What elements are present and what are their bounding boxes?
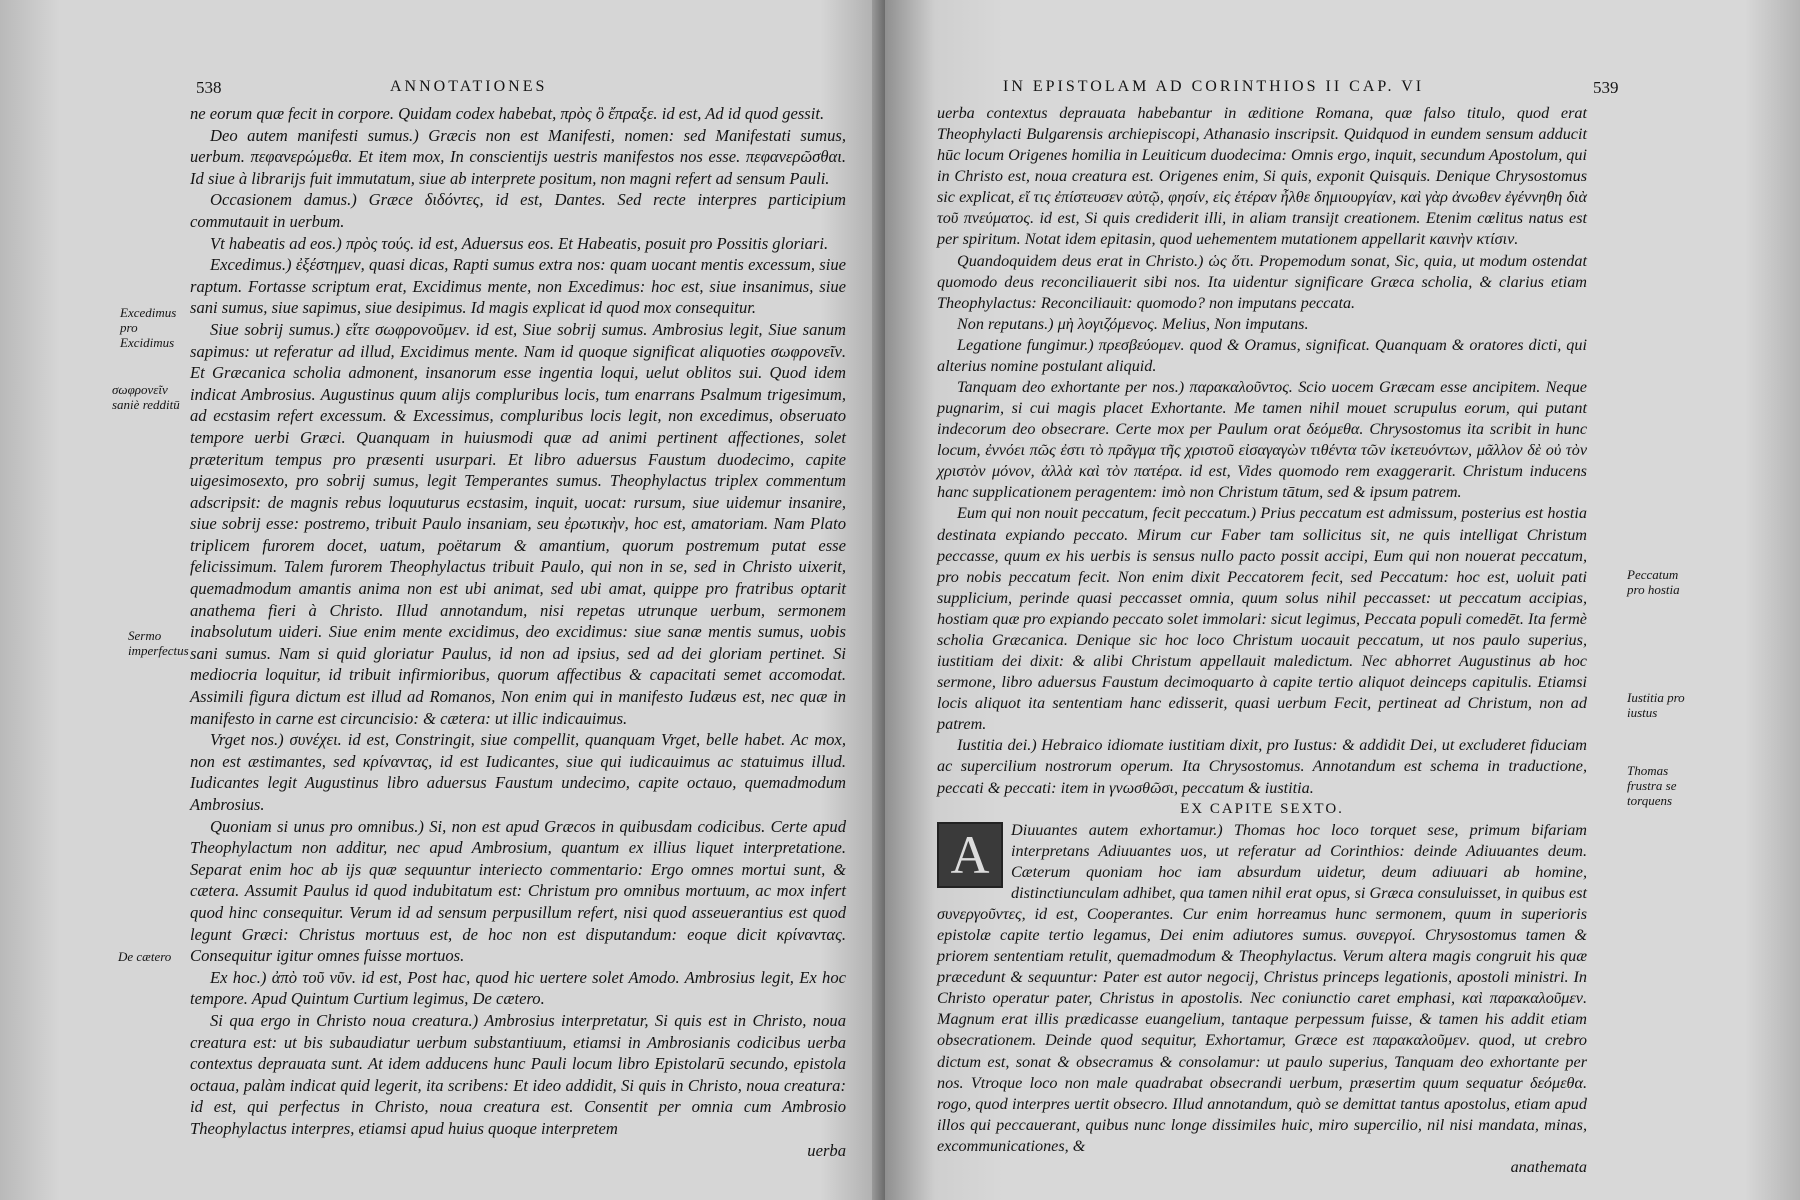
drop-cap-initial (937, 822, 1003, 888)
margin-note-de-caetero: De cætero (118, 949, 172, 964)
margin-note-sermo: Sermo imperfectus (128, 628, 189, 658)
paragraph: Vt habeatis ad eos.) πρὸς τούς. id est, Aduersus eos. Et Habeatis, posuit pro Possitis gloriari. (210, 233, 829, 253)
right-page (885, 0, 1800, 1200)
left-folio: 538 (196, 78, 222, 97)
margin-note-thomas: Thomas frustra se torquens (1627, 763, 1677, 808)
margin-note-peccatum: Peccatum pro hostia (1627, 567, 1680, 597)
paragraph: Quoniam si unus pro omnibus.) Si, non est apud Græcos in quibusdam codicibus. Certe apud Theophylactum non additur, nec apud Ambrosium, quantum ex illius liquet interpretatione. Separat enim hoc ab ijs quæ sequuntur interiecto commentario: Ergo omnes mortui sunt, & cætera. Assumit Paulus id quod indubitatum est: Christum pro omnibus mortuum, ac mox infert quod hinc consequitur. Verum id ad sensum perpusillum refert, nisi quod asseuerantius est quod legunt Græci: Christus mortuus est, de hoc non est disputandum: eoque dicit κρίναντας. Consequitur igitur omnes fuisse mortuos. (190, 816, 846, 966)
paragraph: Legatione fungimur.) πρεσβεύομεν. quod & Oramus, significat. Quanquam & oratores dicti, qui alterius nomine postulant aliquid. (937, 335, 1587, 375)
paragraph: ne eorum quæ fecit in corpore. Quidam codex habebat, πρὸς ὃ ἔπραξε. id est, Ad id quod gessit. (190, 104, 825, 123)
left-catchword: uerba (807, 1140, 846, 1160)
margin-note-iustitia: Iustitia pro iustus (1627, 690, 1685, 720)
paragraph: Tanquam deo exhortante per nos.) παρακαλοῦντος. Scio uocem Græcam esse ancipitem. Neque pugnarim, si cui magis placet Exhortante. Me tamen nihil mouet scrupulus eorum, qui putant indecorum deo obsecrare. Certe mox per Paulum orat δεόμεθα. Chrysostomus ita scribit in hunc locum, ἐννόει πῶς ἐστι τὸ πρᾶγμα τῆς χριστοῦ εἰσαγαγὼν τιθέντα τῶν ἰκετευόντων, μᾶλλον δὲ οὐ τὸν χριστὸν μόνον, ἀλλὰ καὶ τὸν πατέρα. id est, Vides quomodo rem exaggerarit. Christum inducens hanc supplicationem peragentem: imò non Christum tātum, sed & ipsum patrem. (937, 378, 1587, 502)
right-running-head: IN EPISTOLAM AD CORINTHIOS II CAP. VI (1003, 78, 1425, 95)
margin-note-sophronein: σωφρονεῖν saniè redditū (112, 382, 180, 412)
drop-cap-letter: A (950, 824, 990, 885)
right-body-text (937, 103, 1587, 1178)
paragraph: Non reputans.) μὴ λογιζόμενος. Melius, Non imputans. (957, 314, 1309, 333)
paragraph: uerba contextus deprauata habebantur in æditione Romana, quæ falso titulo, quod erat Theophylacti Bulgarensis archiepiscopi, Athanasio inscripsit. Quidquod in eundem sensum adducit hūc locum Origenes homilia in Leuiticum duodecima: Omnis ergo, inquit, secundum Apostolum, qui in Christo est, noua creatura est. Origenes enim, Si quis, exponit Quisquis. Denique Chrysostomus sic explicat, εἴ τις ἐπίστευσεν αὐτῷ, φησίν, εἰς ἑτέραν ἦλθε δημιουργίαν, καὶ γὰρ ἀνωθεν ἐγέννηθη διὰ τοῦ πνεύματος. id est, Si quis crediderit illi, in aliam transijt creationem. Etenim cœlitus natus est per spiritum. Notat idem epitasin, quod uehementem mutationem appellarit καινὴν κτίσιν. (937, 104, 1587, 249)
right-catchword: anathemata (1510, 1157, 1587, 1176)
section-heading: EX CAPITE SEXTO. (1180, 800, 1344, 817)
margin-note-excedimus: Excedimus pro Excidimus (120, 305, 177, 350)
paragraph: Ex hoc.) ἀπὸ τοῦ νῦν. id est, Post hac, quod hic uertere solet Amodo. Ambrosius legit, Ex hoc tempore. Apud Quintum Curtium legimus, De cætero. (190, 967, 846, 1009)
left-body-text (190, 103, 846, 1161)
paragraph: Vrget nos.) συνέχει. id est, Constringit, siue compellit, quanquam Vrget, belle habet. Ac mox, non est æstimantes, sed κρίναντας, id est Iudicantes, siue qui iudicauimus ac statuimus illud. Iudicantes legit Augustinus libro aduersus Faustum undecimo, capite octauo, quemadmodum Ambrosius. (190, 730, 846, 814)
right-folio: 539 (1593, 78, 1619, 97)
paragraph: Quandoquidem deus erat in Christo.) ὡς ὅτι. Propemodum sonat, Sic, quia, ut modum ostendat quomodo deus reconciliauerit sibi nos. Ita uidentur significare Græca scholia, & clarius etiam Theophylactus: Reconciliauit: quomodo? non imputans peccata. (937, 251, 1587, 312)
paragraph: Si qua ergo in Christo noua creatura.) Ambrosius interpretatur, Si quis est in Christo, noua creatura est: ut bis subaudiatur uerbum substantiuum, etiamsi in Ambrosianis codicibus uerba contextus deprauata sunt. At idem adducens hunc Pauli locum libro Epistolarū secundo, epistola octaua, palàm indicat quid legerit, ita scribens: Et ideo addidit, Si quis in Christo, noua creatura: id est, qui perfectus in Christo, noua creatura est. Consentit per omnia cum Ambrosio Theophylactus interpres, etiamsi apud huius quoque interpretem (190, 1010, 846, 1138)
left-page (0, 0, 885, 1200)
paragraph: Iustitia dei.) Hebraico idiomate iustitiam dixit, pro Iustus: & addidit Dei, ut excluderet fiduciam ac supercilium nostrorum operum. Ita Chrysostomus. Annotandum est schema in traductione, peccati & peccati: item in γνωσθῶσι, peccatum & iustitia. (937, 736, 1587, 797)
paragraph: Excedimus.) ἐξέστημεν, quasi dicas, Rapti sumus extra nos: quam uocant mentis excessum, siue raptum. Fortasse scriptum erat, Excidimus mente, non Excedimus: hoc est, siue insanimus, siue sani sumus, siue sapimus, siue desipimus. Id magis explicat id quod mox consequitur. (190, 255, 846, 318)
paragraph: Occasionem damus.) Græce διδόντες, id est, Dantes. Sed recte interpres participium commutauit in uerbum. (190, 190, 846, 231)
final-paragraph-text: Diuuantes autem exhortamur.) Thomas hoc loco torquet sese, primum bifariam interpretans Adiuuantes uos, ut referatur ad Corinthios: deinde Adiuuantes deum. Cæterum quoniam hoc iam absurdum uidetur, deum adiuuari ab homine, distinctiunculam adhibet, qua tamen nihil erat opus, si Græca consuluisset, in quibus est συνεργοῦντες, id est, Cooperantes. Cur enim horreamus hunc sermonem, quum in superioris epistolæ capite tertio legamus, Dei enim adiutores sumus. συνεργοί. Chrysostomus tamen & priorem sententiam retulit, quemadmodum & Theophylactus. Verum altera magis congruit his quæ præcedunt & sequuntur: Pater est autor negocij, Christus princeps legationis, apostoli ministri. In Christo operatur pater, Christus in apostolis. Nec coniunctio caret emphasi, καὶ παρακαλοῦμεν. Magnum erat illis prædicasse euangelium, tantaque perpessum fuisse, & tamen his addit etiam obsecrationem. Deinde quod sequitur, Exhortamur, Græce est παρακαλοῦμεν. quod, ut crebro dictum est, sonat & obsecramus & consolamur: ut paulo superius, Tanquam deo exhortante per nos. Vtroque loco non male quadrabat obsecrandi uerbum, præsertim quum sequatur δεόμεθα. rogo, quod interpres uertit obsecro. Illud annotandum, quò se demittat tantus apostolus, etiam apud illos qui peccauerant, quibus nunc longe dissimiles huic, miro supercilio, nil nisi mandata, minas, excommunicationes, & (937, 820, 1587, 1155)
final-paragraph (937, 820, 1587, 1157)
paragraph: Siue sobrij sumus.) εἴτε σωφρονοῦμεν. id est, Siue sobrij sumus. Ambrosius legit, Siue sanum sapimus: ut referatur ad illud, Excidimus mente. Nam id quoque significat aliquoties σωφρονεῖν. Et Græcanica scholia admonent, insanorum esse ingentia loqui, uelut oblitos sui. Quod idem indicat Ambrosius. Augustinus quum alijs compluribus locis, tum enarrans Psalmum trigesimum, ad ecstasim refert excessum. & Excessimus, compluribus locis legit, non excedimus, obseruato tempore uerbi Græci. Quanquam in huiusmodi quæ ad animi pertinent affectiones, solet præteritum tempus pro præsenti usurpari. Et libro aduersus Faustum duodecimo, capite uigesimosexto, pro sobrij sumus, legit Temperantes sumus. Theophylactus triplex commentum adscripsit: de magnis rebus loquuturus ecstasim, inquit, uocat: rursum, siue uidemur insanire, siue sobrij esse: postremo, tribuit Paulo insaniam, seu ἐρωτικὴν, hoc est, amatoriam. Nam Plato triplicem furorem docet, uatum, poëtarum & amantium, quorum postremum putat esse felicissimum. Talem furorem Theophylactus tribuit Paulo, qui non in se, sed in Christo uixerit, quemadmodum amantis anima non est ubi animat, sed ubi amat, quippe pro fratribus optarit anathema fieri à Christo. Illud annotandum, nisi repetas utrunque uerbum, sermonem inabsolutum uideri. Siue enim mente excidimus, deo excidimus: siue sanæ mentis sumus, uobis sani sumus. Nam si quid gloriatur Paulus, id non ad ipsius, sed ad dei gloriam pertinet. Si mediocria loquitur, id tribuit infirmioribus, quorum affectibus & capacitati semet accomodat. Assimili figura dictum est illud ad Romanos, Non enim qui in manifesto Iudæus est, nec quæ in manifesto in carne est circuncisio: & cætera: ut illic indicauimus. (190, 319, 846, 728)
left-running-head: ANNOTATIONES (390, 78, 548, 95)
paragraph: Deo autem manifesti sumus.) Græcis non est Manifesti, nomen: sed Manifestati sumus, uerbum. πεφανερώμεθα. Et item mox, In conscientijs uestris manifestos nos esse. πεφανερῶσθαι. Id siue à librarijs fuit immutatum, siue ab interprete positum, non magni refert ad sensum Pauli. (190, 125, 846, 188)
paragraph: Eum qui non nouit peccatum, fecit peccatum.) Prius peccatum est admissum, posterius est hostia destinata expiando peccato. Mirum cur Faber tam sollicitus sit, ne quis intelligat Christum peccasse, quum ex his uerbis is sensus nullo pacto possit accipi, Eum qui non nouerat peccatum, pro nobis peccatum fecit. Non enim dixit Peccatorem fecit, sed Peccatum: hoc est, uoluit pati supplicium, perinde quasi peccasset omnia, quum solus nihil peccasset: ut peccatum accipias, hostiam quæ pro expiando peccato solet immolari: sicut legimus, Peccata populi comedēt. Ita fermè scholia Græcanica. Denique sic hoc loco Christum uocauit peccatum, ut nos paulo superius, iustitiam dei dixit: & alibi Christum appellauit maledictum. Nec abhorret Augustinus ab hoc sermone, libro aduersus Faustum decimoquarto à capite tertio aliquot deinceps capitulis. Etiamsi locis aliquot ita sententiam hanc edisserit, quasi uerbum Fecit, pertineat ad Christum, non ad patrem. (937, 504, 1587, 734)
